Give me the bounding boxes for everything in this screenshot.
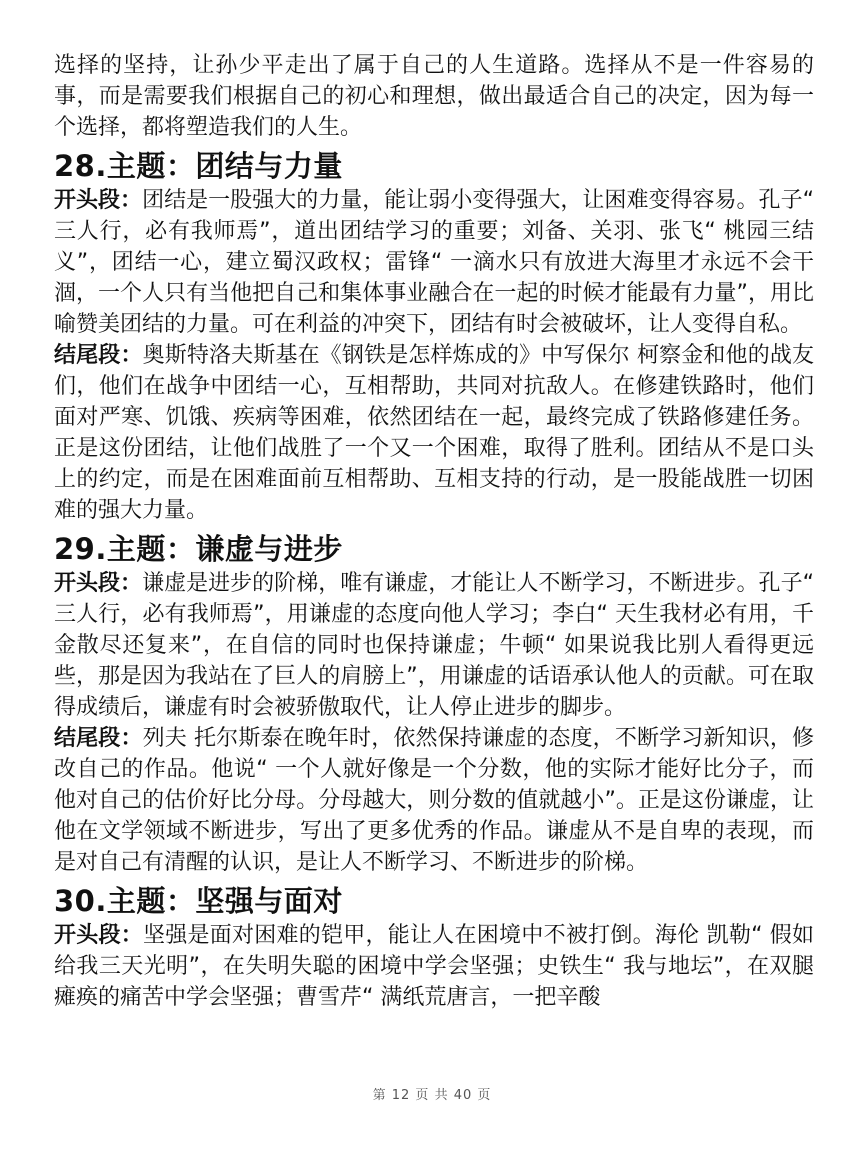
closing-text: 奥斯特洛夫斯基在《钢铁是怎样炼成的》中写保尔 柯察金和他的战友们，他们在战争中团结一心，互相帮助，共同对抗敌人。在修建铁路时，他们面对严寒、饥饿、疾病等困难，依然团结在一起，最终完成了铁路修建任务。正是这份团结，让他们战胜了一个又一个困难，取得了胜利。团结从不是口头上的约定，而是在困难面前互相帮助、互相支持的行动，是一股能战胜一切困难的强大力量。 [54, 343, 814, 523]
document-body [54, 50, 814, 1013]
page-number: 第 12 页 共 40 页 [372, 1088, 492, 1103]
section-29 [54, 530, 814, 878]
opening-text: 团结是一股强大的力量，能让弱小变得强大，让困难变得容易。孔子“ 三人行，必有我师焉”，道出团结学习的重要；刘备、关羽、张飞“ 桃园三结义”，团结一心，建立蜀汉政权；雷锋“ 一滴水只有放进大海里才永远不会干涸，一个人只有当他把自己和集体事业融合在一起的时候才能最有力量”，用比喻赞美团结的力量。可在利益的冲突下，团结有时会被破坏，让人变得自私。 [54, 188, 814, 337]
opening-paragraph [54, 920, 814, 1013]
opening-paragraph [54, 185, 814, 340]
section-28 [54, 147, 814, 526]
opening-text: 坚强是面对困难的铠甲，能让人在困境中不被打倒。海伦 凯勒“ 假如给我三天光明”，在失明失聪的困境中学会坚强；史铁生“ 我与地坛”，在双腿瘫痪的痛苦中学会坚强；曹雪芹“ 满纸荒唐言，一把辛酸 [54, 923, 814, 1010]
closing-label: 结尾段： [54, 726, 143, 751]
section-30 [54, 882, 814, 1013]
section-heading: 30.主题：坚强与面对 [54, 884, 343, 918]
closing-paragraph [54, 723, 814, 878]
opening-label: 开头段： [54, 571, 143, 596]
closing-text: 列夫 托尔斯泰在晚年时，依然保持谦虚的态度，不断学习新知识，修改自己的作品。他说“ 一个人就好像是一个分数，他的实际才能好比分子，而他对自己的估价好比分母。分母越大，则分数的值就越小”。正是这份谦虚，让他在文学领域不断进步，写出了更多优秀的作品。谦虚从不是自卑的表现，而是对自己有清醒的认识，是让人不断学习、不断进步的阶梯。 [54, 726, 814, 875]
section-heading: 29.主题：谦虚与进步 [54, 532, 343, 566]
closing-paragraph [54, 340, 814, 526]
intro-paragraph: 选择的坚持，让孙少平走出了属于自己的人生道路。选择从不是一件容易的事，而是需要我们根据自己的初心和理想，做出最适合自己的决定，因为每一个选择，都将塑造我们的人生。 [54, 53, 814, 140]
opening-label: 开头段： [54, 188, 143, 213]
opening-label: 开头段： [54, 923, 144, 948]
opening-paragraph [54, 568, 814, 723]
closing-label: 结尾段： [54, 343, 143, 368]
section-heading: 28.主题：团结与力量 [54, 149, 343, 183]
opening-text: 谦虚是进步的阶梯，唯有谦虚，才能让人不断学习，不断进步。孔子“ 三人行，必有我师焉”，用谦虚的态度向他人学习；李白“ 天生我材必有用，千金散尽还复来”，在自信的同时也保持谦虚；牛顿“ 如果说我比别人看得更远些，那是因为我站在了巨人的肩膀上”，用谦虚的话语承认他人的贡献。可在取得成绩后，谦虚有时会被骄傲取代，让人停止进步的脚步。 [54, 571, 814, 720]
